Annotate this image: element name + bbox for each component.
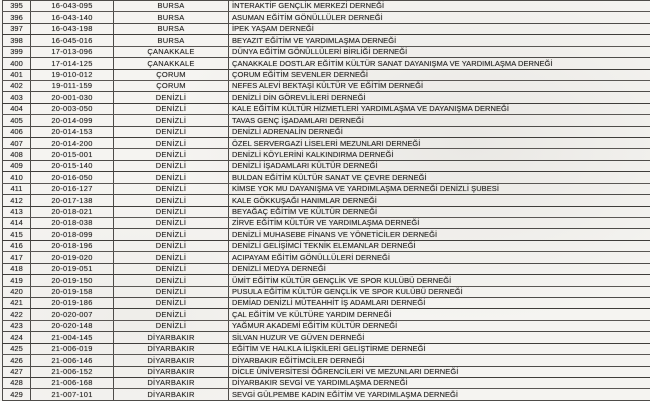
cell-city: ÇORUM [114, 69, 229, 80]
cell-association-name: İNTERAKTİF GENÇLİK MERKEZİ DERNEĞİ [229, 1, 650, 12]
cell-row-number: 419 [3, 275, 31, 286]
cell-row-number: 429 [3, 389, 31, 401]
cell-registration-code: 20-001-030 [31, 92, 114, 103]
cell-row-number: 410 [3, 172, 31, 183]
cell-registration-code: 20-019-051 [31, 263, 114, 274]
table-row [3, 229, 650, 240]
cell-association-name: DİCLE ÜNİVERSİTESİ ÖĞRENCİLERİ VE MEZUNLARI DERNEĞİ [229, 366, 650, 377]
cell-city: DENİZLİ [114, 309, 229, 320]
cell-city: DENİZLİ [114, 320, 229, 331]
cell-row-number: 409 [3, 160, 31, 171]
table-row [3, 12, 650, 23]
table-row [3, 297, 650, 308]
cell-row-number: 426 [3, 355, 31, 366]
cell-association-name: EĞİTİM VE HALKLA İLİŞKİLERİ GELİŞTİRME DERNEĞİ [229, 343, 650, 354]
cell-row-number: 414 [3, 218, 31, 229]
cell-association-name: KALE GÖKKUŞAĞI HANIMLAR DERNEĞİ [229, 195, 650, 206]
cell-registration-code: 20-019-186 [31, 297, 114, 308]
table-row [3, 80, 650, 91]
cell-row-number: 406 [3, 126, 31, 137]
cell-row-number: 398 [3, 35, 31, 46]
table-row [3, 126, 650, 137]
cell-city: DENİZLİ [114, 172, 229, 183]
cell-registration-code: 20-019-150 [31, 275, 114, 286]
cell-city: DİYARBAKIR [114, 355, 229, 366]
table-row [3, 160, 650, 171]
cell-association-name: BEYAZIT EĞİTİM VE YARDIMLAŞMA DERNEĞİ [229, 35, 650, 46]
cell-association-name: DENİZLİ DİN GÖREVLİLERİ DERNEĞİ [229, 92, 650, 103]
cell-city: DENİZLİ [114, 92, 229, 103]
cell-row-number: 395 [3, 1, 31, 12]
cell-row-number: 425 [3, 343, 31, 354]
table-row [3, 46, 650, 57]
table-row [3, 1, 650, 12]
cell-city: DENİZLİ [114, 126, 229, 137]
cell-city: DENİZLİ [114, 240, 229, 251]
table-row [3, 92, 650, 103]
cell-row-number: 423 [3, 320, 31, 331]
table-row [3, 218, 650, 229]
table-row [3, 332, 650, 343]
cell-registration-code: 20-018-196 [31, 240, 114, 251]
cell-association-name: DENİZLİ MEDYA DERNEĞİ [229, 263, 650, 274]
cell-city: DENİZLİ [114, 138, 229, 149]
cell-row-number: 424 [3, 332, 31, 343]
table-body [3, 1, 650, 401]
cell-registration-code: 20-016-050 [31, 172, 114, 183]
cell-registration-code: 16-043-140 [31, 12, 114, 23]
cell-registration-code: 20-015-140 [31, 160, 114, 171]
table-row [3, 252, 650, 263]
cell-association-name: KALE EĞİTİM KÜLTÜR HİZMETLERİ YARDIMLAŞMA VE DAYANIŞMA DERNEĞİ [229, 103, 650, 114]
cell-city: ÇANAKKALE [114, 46, 229, 57]
cell-association-name: DEMİAD DENİZLİ MÜTEAHHİT İŞ ADAMLARI DERNEĞİ [229, 297, 650, 308]
cell-registration-code: 21-006-168 [31, 377, 114, 388]
cell-registration-code: 20-017-138 [31, 195, 114, 206]
cell-city: DENİZLİ [114, 115, 229, 126]
cell-registration-code: 21-004-145 [31, 332, 114, 343]
cell-association-name: DÜNYA EĞİTİM GÖNÜLLÜLERİ BİRLİĞİ DERNEĞİ [229, 46, 650, 57]
cell-registration-code: 20-014-200 [31, 138, 114, 149]
cell-association-name: ACIPAYAM EĞİTİM GÖNÜLLÜLERİ DERNEĞİ [229, 252, 650, 263]
table-row [3, 240, 650, 251]
cell-city: BURSA [114, 35, 229, 46]
cell-city: DENİZLİ [114, 195, 229, 206]
cell-registration-code: 16-043-095 [31, 1, 114, 12]
cell-city: BURSA [114, 1, 229, 12]
cell-registration-code: 20-003-050 [31, 103, 114, 114]
cell-registration-code: 20-020-007 [31, 309, 114, 320]
cell-city: DENİZLİ [114, 229, 229, 240]
cell-city: DENİZLİ [114, 263, 229, 274]
cell-row-number: 403 [3, 92, 31, 103]
cell-row-number: 428 [3, 377, 31, 388]
table-row [3, 206, 650, 217]
cell-association-name: TAVAS GENÇ İŞADAMLARI DERNEĞİ [229, 115, 650, 126]
cell-city: ÇANAKKALE [114, 58, 229, 69]
cell-row-number: 420 [3, 286, 31, 297]
cell-registration-code: 20-016-127 [31, 183, 114, 194]
table-row [3, 58, 650, 69]
cell-association-name: DENİZLİ KÖYLERİNİ KALKINDIRMA DERNEĞİ [229, 149, 650, 160]
cell-city: DENİZLİ [114, 103, 229, 114]
cell-registration-code: 20-018-021 [31, 206, 114, 217]
table-row [3, 366, 650, 377]
table-row [3, 275, 650, 286]
cell-association-name: ZİRVE EĞİTİM KÜLTÜR VE YARDIMLAŞMA DERNEĞİ [229, 218, 650, 229]
cell-registration-code: 20-019-020 [31, 252, 114, 263]
cell-association-name: ÜMİT EĞİTİM KÜLTÜR GENÇLİK VE SPOR KULÜBÜ DERNEĞİ [229, 275, 650, 286]
table-row [3, 286, 650, 297]
cell-city: BURSA [114, 12, 229, 23]
table-row [3, 320, 650, 331]
cell-association-name: ÇANAKKALE DOSTLAR EĞİTİM KÜLTÜR SANAT DAYANIŞMA VE YARDIMLAŞMA DERNEĞİ [229, 58, 650, 69]
cell-city: DİYARBAKIR [114, 389, 229, 401]
cell-association-name: DENİZLİ İŞADAMLARI KÜLTÜR DERNEĞİ [229, 160, 650, 171]
cell-row-number: 404 [3, 103, 31, 114]
cell-row-number: 396 [3, 12, 31, 23]
table-row [3, 355, 650, 366]
cell-city: DİYARBAKIR [114, 366, 229, 377]
cell-association-name: DENİZLİ ADRENALİN DERNEĞİ [229, 126, 650, 137]
cell-registration-code: 16-043-198 [31, 23, 114, 34]
cell-row-number: 416 [3, 240, 31, 251]
cell-association-name: DİYARBAKIR SEVGİ VE YARDIMLAŞMA DERNEĞİ [229, 377, 650, 388]
table-row [3, 103, 650, 114]
cell-association-name: SİLVAN HUZUR VE GÜVEN DERNEĞİ [229, 332, 650, 343]
cell-city: DENİZLİ [114, 297, 229, 308]
cell-association-name: DENİZLİ GELİŞİMCİ TEKNİK ELEMANLAR DERNEĞİ [229, 240, 650, 251]
table-row [3, 69, 650, 80]
table-row [3, 35, 650, 46]
cell-row-number: 397 [3, 23, 31, 34]
cell-row-number: 405 [3, 115, 31, 126]
cell-association-name: ÇAL EĞİTİM VE KÜLTÜRE YARDIM DERNEĞİ [229, 309, 650, 320]
cell-registration-code: 20-019-158 [31, 286, 114, 297]
table-row [3, 149, 650, 160]
cell-registration-code: 21-007-101 [31, 389, 114, 401]
cell-row-number: 415 [3, 229, 31, 240]
cell-city: DİYARBAKIR [114, 377, 229, 388]
cell-city: DENİZLİ [114, 149, 229, 160]
cell-registration-code: 20-020-148 [31, 320, 114, 331]
cell-row-number: 407 [3, 138, 31, 149]
cell-registration-code: 21-006-019 [31, 343, 114, 354]
cell-city: DENİZLİ [114, 183, 229, 194]
cell-row-number: 402 [3, 80, 31, 91]
cell-registration-code: 20-014-099 [31, 115, 114, 126]
table-row [3, 115, 650, 126]
table-row [3, 183, 650, 194]
cell-registration-code: 20-015-001 [31, 149, 114, 160]
table-row [3, 309, 650, 320]
table-row [3, 23, 650, 34]
cell-registration-code: 20-014-153 [31, 126, 114, 137]
cell-registration-code: 21-006-146 [31, 355, 114, 366]
table-row [3, 377, 650, 388]
cell-city: BURSA [114, 23, 229, 34]
cell-registration-code: 21-006-152 [31, 366, 114, 377]
cell-registration-code: 17-014-125 [31, 58, 114, 69]
cell-registration-code: 19-010-012 [31, 69, 114, 80]
cell-city: DENİZLİ [114, 206, 229, 217]
cell-association-name: NEFES ALEVİ BEKTAŞİ KÜLTÜR VE EĞİTİM DERNEĞİ [229, 80, 650, 91]
table-row [3, 195, 650, 206]
cell-city: DENİZLİ [114, 286, 229, 297]
cell-association-name: SEVGİ GÜLPEMBE KADIN EĞİTİM VE YARDIMLAŞMA DERNEĞİ [229, 389, 650, 401]
cell-city: DİYARBAKIR [114, 343, 229, 354]
cell-city: DİYARBAKIR [114, 332, 229, 343]
cell-row-number: 401 [3, 69, 31, 80]
cell-city: DENİZLİ [114, 160, 229, 171]
cell-row-number: 408 [3, 149, 31, 160]
cell-association-name: KİMSE YOK MU DAYANIŞMA VE YARDIMLAŞMA DERNEĞİ DENİZLİ ŞUBESİ [229, 183, 650, 194]
table-row [3, 389, 650, 401]
cell-association-name: İPEK YAŞAM DERNEĞİ [229, 23, 650, 34]
cell-row-number: 400 [3, 58, 31, 69]
cell-row-number: 417 [3, 252, 31, 263]
cell-city: DENİZLİ [114, 218, 229, 229]
cell-row-number: 412 [3, 195, 31, 206]
cell-row-number: 411 [3, 183, 31, 194]
cell-row-number: 413 [3, 206, 31, 217]
cell-city: ÇORUM [114, 80, 229, 91]
cell-row-number: 421 [3, 297, 31, 308]
table-row [3, 343, 650, 354]
cell-association-name: BEYAĞAÇ EĞİTİM VE KÜLTÜR DERNEĞİ [229, 206, 650, 217]
cell-association-name: YAĞMUR AKADEMİ EĞİTİM KÜLTÜR DERNEĞİ [229, 320, 650, 331]
cell-registration-code: 20-018-099 [31, 229, 114, 240]
cell-city: DENİZLİ [114, 252, 229, 263]
cell-registration-code: 20-018-038 [31, 218, 114, 229]
cell-row-number: 418 [3, 263, 31, 274]
table-row [3, 138, 650, 149]
cell-association-name: ÇORUM EĞİTİM SEVENLER DERNEĞİ [229, 69, 650, 80]
cell-association-name: ASUMAN EĞİTİM GÖNÜLLÜLER DERNEĞİ [229, 12, 650, 23]
table-row [3, 263, 650, 274]
cell-city: DENİZLİ [114, 275, 229, 286]
cell-row-number: 399 [3, 46, 31, 57]
cell-association-name: DENİZLİ MUHASEBE FİNANS VE YÖNETİCİLER DERNEĞİ [229, 229, 650, 240]
cell-association-name: ÖZEL SERVERGAZİ LİSELERİ MEZUNLARI DERNEĞİ [229, 138, 650, 149]
cell-association-name: BULDAN EĞİTİM KÜLTÜR SANAT VE ÇEVRE DERNEĞİ [229, 172, 650, 183]
cell-registration-code: 19-011-159 [31, 80, 114, 91]
cell-row-number: 422 [3, 309, 31, 320]
table-row [3, 172, 650, 183]
cell-row-number: 427 [3, 366, 31, 377]
cell-association-name: PUSULA EĞİTİM KÜLTÜR GENÇLİK VE SPOR KULÜBÜ DERNEĞİ [229, 286, 650, 297]
cell-registration-code: 17-013-096 [31, 46, 114, 57]
associations-table [2, 0, 650, 401]
cell-registration-code: 16-045-016 [31, 35, 114, 46]
cell-association-name: DİYARBAKIR EĞİTİMCİLER DERNEĞİ [229, 355, 650, 366]
